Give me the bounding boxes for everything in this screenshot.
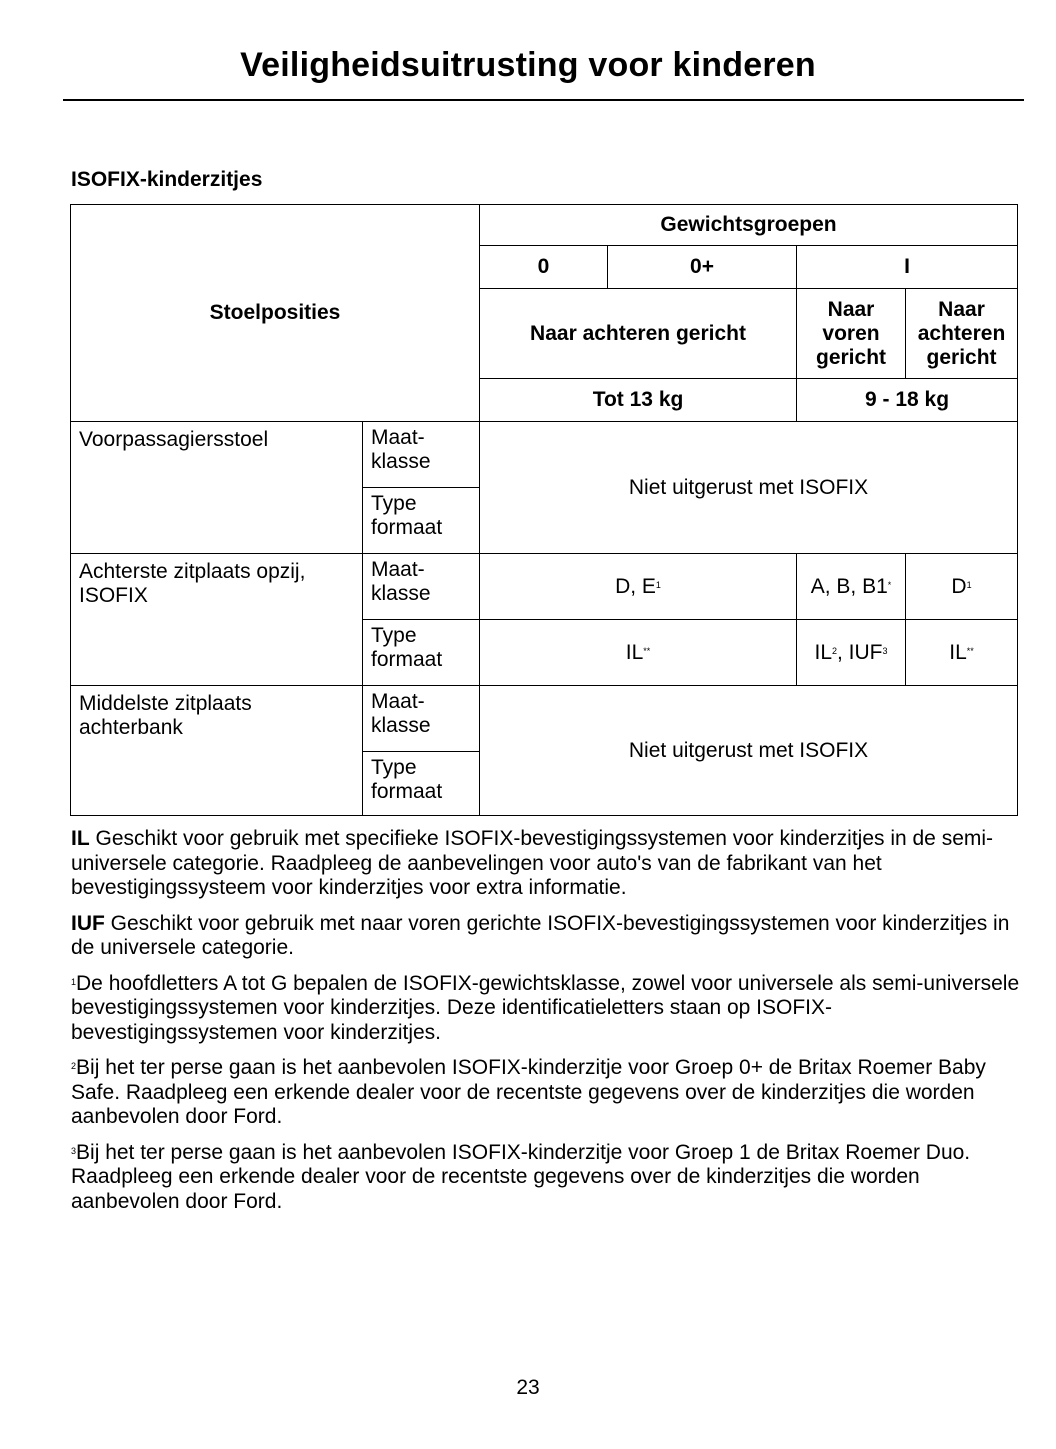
header-group-I: I [797,246,1018,289]
label-typeformaat: Type formaat [363,620,480,686]
page-number: 23 [516,1376,540,1399]
header-weight-9-18: 9 - 18 kg [797,379,1018,422]
header-stoelposities: Stoelposities [71,205,480,422]
header-gewichtsgroepen: Gewichtsgroepen [480,205,1018,246]
note-iuf: IUF Geschikt voor gebruik met naar voren gerichte ISOFIX-bevestigingssystemen voor kinderzitjes in de universele categorie. [71,911,1010,959]
header-group-0plus: 0+ [608,246,797,289]
row-position-voorpassagiersstoel: Voorpassagiersstoel [71,422,363,554]
cell-not-equipped: Niet uitgerust met ISOFIX [480,686,1018,816]
label-maatklasse: Maat-klasse [363,554,480,620]
header-group-0: 0 [480,246,608,289]
cell-maat-rear: D, $E^1$ [480,554,797,620]
cell-type-rear: IL** [480,620,797,686]
section-heading: ISOFIX-kinderzitjes [71,168,263,191]
cell-not-equipped: Niet uitgerust met ISOFIX [480,422,1018,554]
note-il: IL Geschikt voor gebruik met specifieke ISOFIX-bevestigingssystemen voor kinderzitjes in de semi-universele categorie. Raadpleeg de aanbevelingen voor auto's van de fabrikant van het bevestigingssysteem voor kinderzitjes voor extra informatie. [71,827,994,899]
cell-maat-forward: A, B, B1* [797,554,906,620]
cell-type-forward: $IL^2$, IUF$^3$ [797,620,906,686]
label-maatklasse: Maat-klasse [363,686,480,752]
cell-type-rear-2: IL** [906,620,1018,686]
footnotes [71,827,1021,1225]
footnote-3: $^3$Bij het ter perse gaan is het aanbevolen ISOFIX-kinderzitje voor Groep 1 de Britax Roemer Duo. Raadpleeg een erkende dealer voor de recentste gegevens over de kinderzitjes die worden aanbevolen door Ford. [71,1140,971,1213]
page-title: Veiligheidsuitrusting voor kinderen [240,46,816,84]
label-typeformaat: Type formaat [363,488,480,554]
header-weight-tot-13: Tot 13 kg [480,379,797,422]
isofix-table [70,204,1018,816]
row-position-achterste-opzij: Achterste zitplaats opzij, ISOFIX [71,554,363,686]
row-position-middelste: Middelste zitplaats achterbank [71,686,363,816]
label-maatklasse: Maat-klasse [363,422,480,488]
header-rear-facing-2: Naar achteren gericht [906,289,1018,379]
footnote-1: $^1$De hoofdletters A tot G bepalen de ISOFIX-gewichtsklasse, zowel voor universele als semi-universele bevestigingssystemen voor kinderzitjes. Deze identificatieletters staan op ISOFIX-bevestigingssystemen voor kinderzitjes. [71,971,1020,1044]
footnote-2: $^2$Bij het ter perse gaan is het aanbevolen ISOFIX-kinderzitje voor Groep 0+ de Britax Roemer Baby Safe. Raadpleeg een erkende dealer voor de recentste gegevens over de kinderzitjes die worden aanbevolen door Ford. [71,1056,986,1128]
header-forward-facing: Naar voren gericht [797,289,906,379]
header-rear-facing: Naar achteren gericht [480,289,797,379]
title-divider [63,99,1024,101]
cell-maat-rear-2: $D^1$ [906,554,1018,620]
label-typeformaat: Type formaat [363,752,480,816]
